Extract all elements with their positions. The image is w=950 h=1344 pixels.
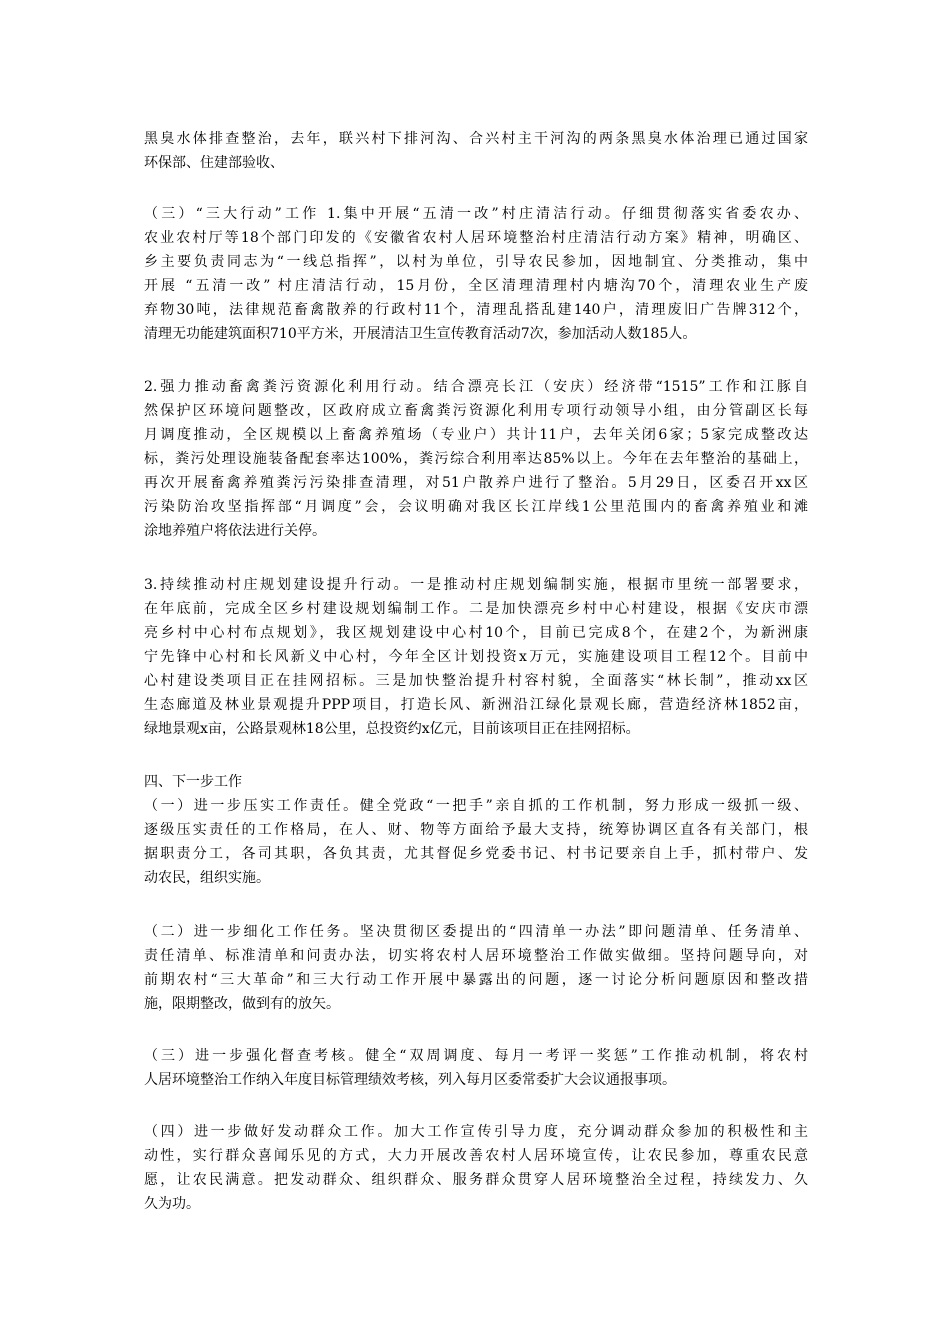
text-line: 然保护区环境问题整改，区政府成立畜禽粪污资源化利用专项行动领导小组，由分管副区长每 xyxy=(144,403,808,419)
paragraph-next-1 xyxy=(144,794,808,890)
text-line: 在年底前，完成全区乡村建设规划编制工作。二是加快漂亮乡村中心村建设，根据《安庆市漂 xyxy=(144,601,808,617)
text-line: 黑臭水体排查整治，去年，联兴村下排河沟、合兴村主干河沟的两条黑臭水体治理已通过国家 xyxy=(144,131,808,147)
text-line: 心村建设类项目正在挂网招标。三是加快整治提升村容村貌，全面落实“林长制”，推动xx区 xyxy=(144,673,808,689)
text-line: 动性，实行群众喜闻乐见的方式，大力开展改善农村人居环境宣传，让农民参加，尊重农民意 xyxy=(144,1148,808,1164)
heading-line: 四、下一步工作 xyxy=(144,774,242,790)
text-line: 2.强力推动畜禽粪污资源化利用行动。结合漂亮长江（安庆）经济带“1515”工作和江豚自 xyxy=(144,379,808,395)
text-line: 施，限期整改，做到有的放矢。 xyxy=(144,996,340,1012)
text-line: 亮乡村中心村布点规划》，我区规划建设中心村10个，目前已完成8个，在建2个，为新洲康 xyxy=(144,625,808,641)
text-line: 生态廊道及林业景观提升PPP项目，打造长风、新洲沿江绿化景观长廊，营造经济林1852亩， xyxy=(144,697,808,713)
paragraph-next-4 xyxy=(144,1120,808,1216)
text-line: 3.持续推动村庄规划建设提升行动。一是推动村庄规划编制实施，根据市里统一部署要求， xyxy=(144,577,808,593)
text-line: 涂地养殖户将依法进行关停。 xyxy=(144,523,326,539)
paragraph-intro xyxy=(144,127,808,175)
paragraph-action-3 xyxy=(144,573,808,741)
text-line: 标，粪污处理设施装备配套率达100%，粪污综合利用率达85%以上。今年在去年整治的基础上， xyxy=(144,451,808,467)
text-line: 前期农村“三大革命”和三大行动工作开展中暴露出的问题，逐一讨论分析问题原因和整改措 xyxy=(144,972,808,988)
section-heading-next-steps xyxy=(144,770,808,794)
text-line: （四）进一步做好发动群众工作。加大工作宣传引导力度，充分调动群众参加的积极性和主 xyxy=(144,1124,808,1140)
text-line: 宁先锋中心村和长风新义中心村，今年全区计划投资x万元，实施建设项目工程12个。目前中 xyxy=(144,649,808,665)
text-line: （三）“三大行动”工作 1.集中开展“五清一改”村庄清洁行动。仔细贯彻落实省委农办、 xyxy=(144,206,808,222)
paragraph-three-actions xyxy=(144,202,808,346)
text-line: 动农民，组织实施。 xyxy=(144,870,270,886)
text-line: 月调度推动，全区规模以上畜禽养殖场（专业户）共计11户，去年关闭6家；5家完成整改达 xyxy=(144,427,808,443)
text-line: 乡主要负责同志为“一线总指挥”，以村为单位，引导农民参加，因地制宜、分类推动，集中 xyxy=(144,254,808,270)
text-line: 据职责分工，各司其职，各负其责，尤其督促乡党委书记、村书记要亲自上手，抓村带户、发 xyxy=(144,846,808,862)
text-line: 人居环境整治工作纳入年度目标管理绩效考核，列入每月区委常委扩大会议通报事项。 xyxy=(144,1072,676,1088)
text-line: 环保部、住建部验收、 xyxy=(144,155,284,171)
text-line: （一）进一步压实工作责任。健全党政“一把手”亲自抓的工作机制，努力形成一级抓一级、 xyxy=(144,798,808,814)
text-line: 绿地景观x亩，公路景观林18公里，总投资约x亿元，目前该项目正在挂网招标。 xyxy=(144,721,640,737)
text-line: （二）进一步细化工作任务。坚决贯彻区委提出的“四清单一办法”即问题清单、任务清单、 xyxy=(144,924,808,940)
text-line: 责任清单、标准清单和问责办法，切实将农村人居环境整治工作做实做细。坚持问题导向，对 xyxy=(144,948,808,964)
text-line: 清理无功能建筑面积710平方米，开展清洁卫生宣传教育活动7次，参加活动人数185人。 xyxy=(144,326,697,342)
text-line: 农业农村厅等18个部门印发的《安徽省农村人居环境整治村庄清洁行动方案》精神，明确区、 xyxy=(144,230,808,246)
text-line: 愿，让农民满意。把发动群众、组织群众、服务群众贯穿人居环境整治全过程，持续发力、久 xyxy=(144,1172,808,1188)
text-line: 久为功。 xyxy=(144,1196,200,1212)
text-line: 逐级压实责任的工作格局，在人、财、物等方面给予最大支持，统筹协调区直各有关部门，根 xyxy=(144,822,808,838)
text-line: （三）进一步强化督查考核。健全“双周调度、每月一考评一奖惩”工作推动机制，将农村 xyxy=(144,1048,808,1064)
paragraph-action-2 xyxy=(144,375,808,543)
paragraph-next-2 xyxy=(144,920,808,1016)
text-line: 污染防治攻坚指挥部“月调度”会，会议明确对我区长江岸线1公里范围内的畜禽养殖业和滩 xyxy=(144,499,808,515)
text-line: 再次开展畜禽养殖粪污污染排查清理，对51户散养户进行了整治。5月29日，区委召开xx区 xyxy=(144,475,808,491)
text-line: 弃物30吨，法律规范畜禽散养的行政村11个，清理乱搭乱建140户，清理废旧广告牌312个， xyxy=(144,302,808,318)
text-line: 开展 “五清一改” 村庄清洁行动，15月份，全区清理清理村内塘沟70个，清理农业生产废 xyxy=(144,278,808,294)
paragraph-next-3 xyxy=(144,1044,808,1092)
